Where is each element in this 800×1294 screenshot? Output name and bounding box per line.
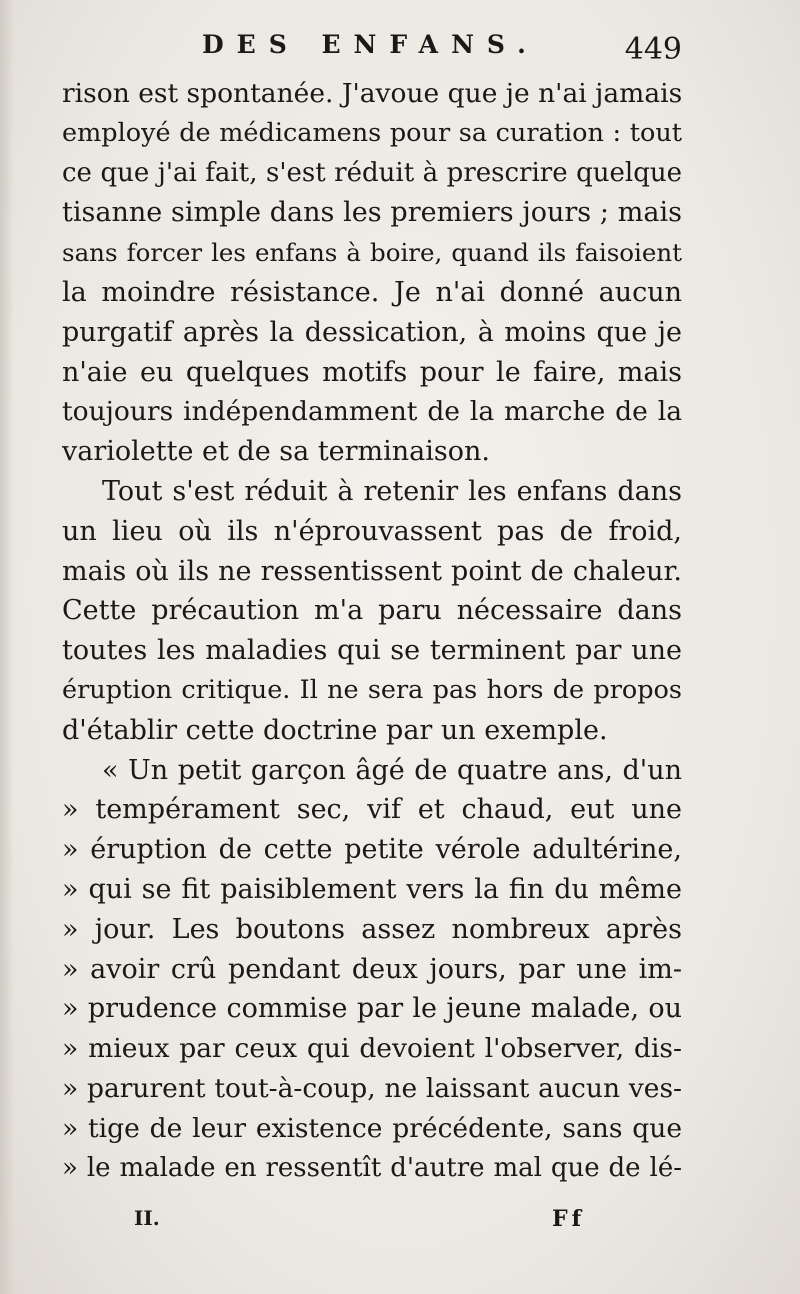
signature-mark: II. [134,1206,160,1230]
gathering-mark: Ff [552,1206,586,1232]
quote-line: » prudence commise par le jeune malade, ou [62,993,682,1025]
quote-line: » tige de leur existence précédente, sans que [62,1112,682,1144]
text-line-paragraph-end: d'établir cette doctrine par un exemple. [62,714,608,746]
page-header [62,26,682,66]
page-edge-shadow [0,0,14,1294]
text-line-paragraph-start: Tout s'est réduit à retenir les enfans dans [102,475,682,507]
text-line: éruption critique. Il ne sera pas hors de propos [62,674,682,705]
quote-line: » tempérament sec, vif et chaud, eut une [62,794,682,826]
quote-line: » avoir crû pendant deux jours, par une im- [62,953,682,985]
quote-line: » le malade en ressentît d'autre mal que de lé- [62,1152,682,1183]
text-line: toujours indépendamment de la marche de la [62,396,682,428]
text-line: n'aie eu quelques motifs pour le faire, mais [62,356,682,388]
text-line: toutes les maladies qui se terminent par une [62,635,682,667]
text-line: rison est spontanée. J'avoue que je n'ai jamais [62,78,683,109]
page-footer [62,1206,682,1236]
text-line-paragraph-end: variolette et de sa terminaison. [62,436,490,468]
quote-line: » mieux par ceux qui devoient l'observer, dis- [62,1033,682,1065]
text-line: un lieu où ils n'éprouvassent pas de froid, [62,515,682,547]
running-title: DES ENFANS. [202,30,539,59]
text-line: employé de médicamens pour sa curation : tout [62,117,682,148]
text-line: mais où ils ne ressentissent point de chaleur. [62,555,682,587]
text-line: Cette précaution m'a paru nécessaire dans [62,595,682,627]
text-line: ce que j'ai fait, s'est réduit à prescrire quelque [62,157,682,188]
quote-line: » jour. Les boutons assez nombreux après [62,913,682,945]
quote-line: » qui se fit paisiblement vers la fin du même [62,873,682,905]
text-line: purgatif après la dessication, à moins que je [62,316,682,348]
page-number: 449 [624,32,682,67]
quote-line: » parurent tout-à-coup, ne laissant aucun ves- [62,1072,682,1104]
text-line: sans forcer les enfans à boire, quand ils faisoient [62,238,682,268]
quote-line-start: « Un petit garçon âgé de quatre ans, d'un [102,754,682,786]
body-text [62,74,682,1188]
quote-line: » éruption de cette petite vérole adultérine, [62,834,682,866]
text-line: la moindre résistance. Je n'ai donné aucun [62,276,682,308]
text-line: tisanne simple dans les premiers jours ; mais [62,197,682,229]
